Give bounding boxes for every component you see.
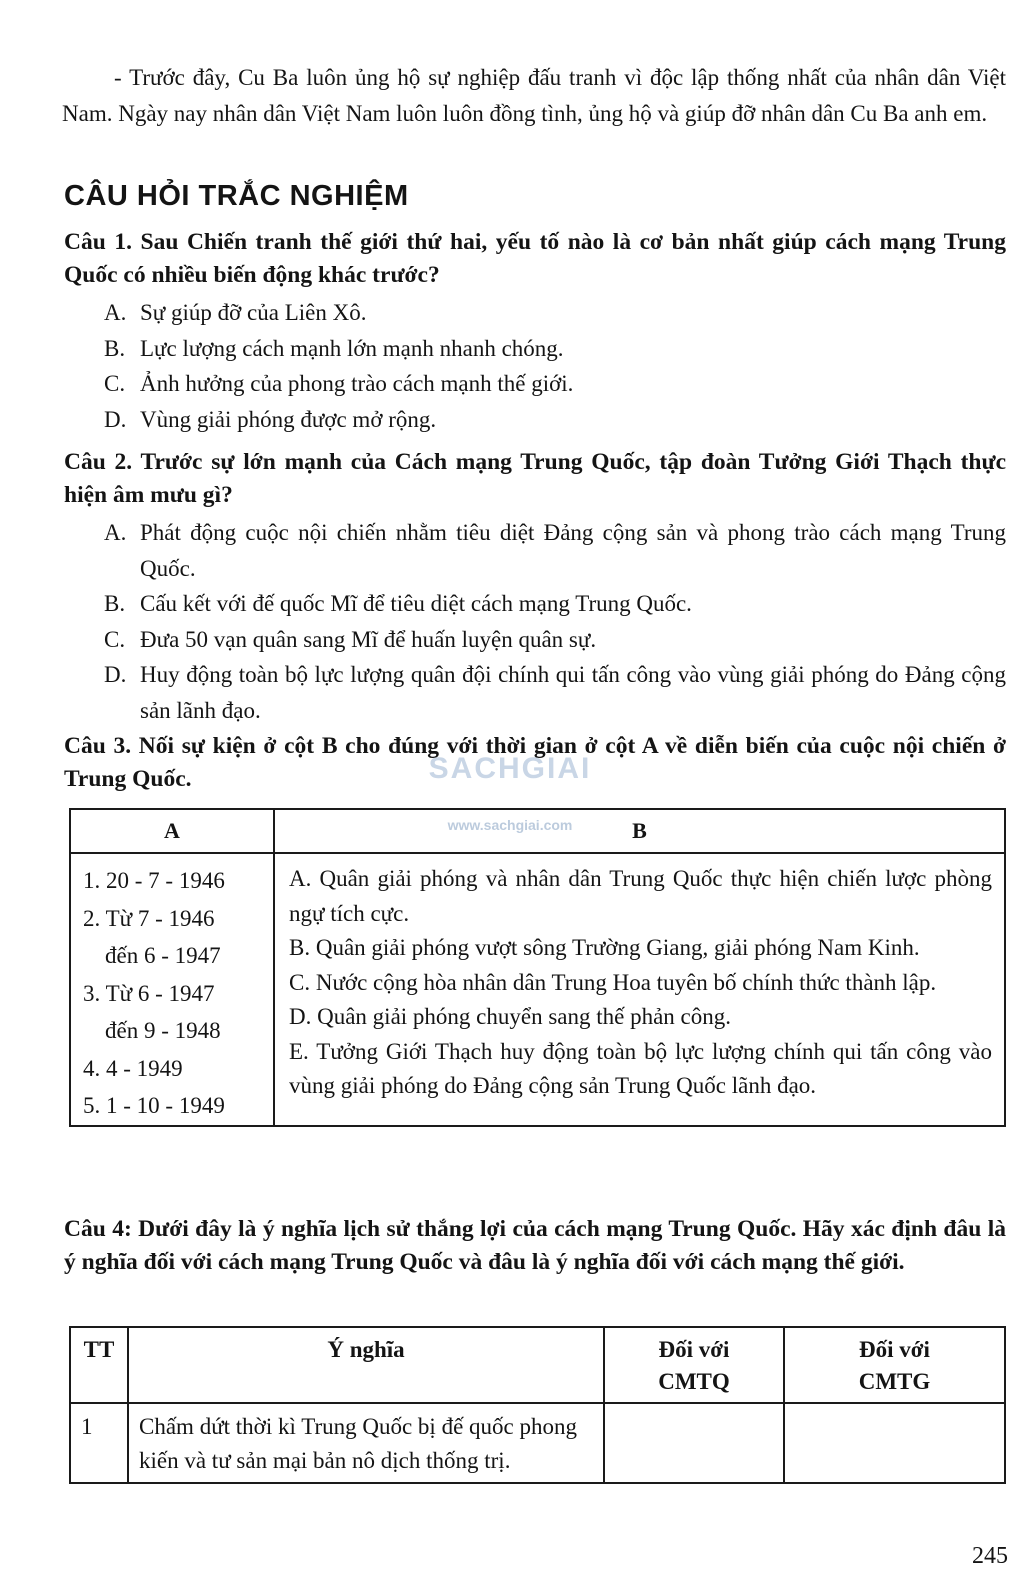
q1-option-a <box>104 295 1006 331</box>
row-1-meaning: Chấm dứt thời kì Trung Quốc bị đế quốc phong kiến và tư sản mại bản nô dịch thống trị. <box>128 1403 604 1483</box>
date-1: 1. 20 - 7 - 1946 <box>83 868 225 893</box>
column-a-header: A <box>70 809 274 853</box>
q1-option-b-text: Lực lượng cách mạnh lớn mạnh nhanh chóng. <box>140 335 564 361</box>
q1-option-c-text: Ảnh hưởng của phong trào cách mạnh thế giới. <box>140 371 574 396</box>
question-4-text: Dưới đây là ý nghĩa lịch sử thắng lợi của cách mạng Trung Quốc. Hãy xác định đâu là ý nghĩa đối với cách mạng Trung Quốc và đâu là ý nghĩa đối với cách mạng thế giới. <box>64 1216 1006 1275</box>
q1-option-c-letter: C. <box>104 371 126 396</box>
watermark-url: www.sachgiai.com <box>447 817 573 833</box>
q1-option-b <box>104 331 1006 367</box>
date-3-end: đến 9 - 1948 <box>105 1018 221 1043</box>
row-1-cmtg-cell[interactable] <box>784 1403 1005 1483</box>
q2-option-a <box>104 515 1006 586</box>
table-row <box>70 1403 1005 1483</box>
column-b-events <box>274 853 1005 1126</box>
date-5: 5. 1 - 10 - 1949 <box>83 1093 225 1118</box>
event-d: D. Quân giải phóng chuyển sang thế phản công. <box>289 1004 732 1029</box>
column-a-dates <box>70 853 274 1126</box>
cmtg-header-line1: Đối với <box>859 1337 930 1362</box>
question-3-label: Câu 3. <box>64 733 132 759</box>
q2-option-a-letter: A. <box>104 520 127 545</box>
q2-option-b-letter: B. <box>104 591 126 616</box>
q1-option-d <box>104 402 1006 438</box>
cmtq-header-line1: Đối với <box>658 1337 730 1362</box>
column-b-header: B <box>274 809 1005 853</box>
q2-option-d-text: Huy động toàn bộ lực lượng quân đội chính qui tấn công vào vùng giải phóng do Đảng cộng sản lãnh đạo. <box>140 662 1006 723</box>
question-2-label: Câu 2. <box>64 449 133 475</box>
event-c: C. Nước cộng hòa nhân dân Trung Hoa tuyên bố chính thức thành lập. <box>289 969 937 995</box>
q1-option-a-text: Sự giúp đỡ của Liên Xô. <box>140 300 367 325</box>
date-2-start: 2. Từ 7 - 1946 <box>83 905 215 931</box>
q1-option-a-letter: A. <box>104 300 127 325</box>
section-title: CÂU HỎI TRẮC NGHIỆM <box>64 180 409 212</box>
event-e: E. Tưởng Giới Thạch huy động toàn bộ lực lượng chính qui tấn công vào vùng giải phóng do Đảng cộng sản Trung Quốc lãnh đạo. <box>289 1038 992 1098</box>
event-b: B. Quân giải phóng vượt sông Trường Giang, giải phóng Nam Kinh. <box>289 935 920 960</box>
watermark-logo: SACHGIAI <box>428 752 592 785</box>
question-2 <box>64 446 1006 512</box>
intro-paragraph: - Trước đây, Cu Ba luôn ủng hộ sự nghiệp đấu tranh vì độc lập thống nhất của nhân dân Việt Nam. Ngày nay nhân dân Việt Nam luôn luôn đồng tình, ủng hộ và giúp đỡ nhân dân Cu Ba anh em. <box>62 65 1006 126</box>
matching-table <box>69 808 1006 1127</box>
row-1-cmtq-cell[interactable] <box>604 1403 784 1483</box>
cmtg-header-line2: CMTG <box>858 1369 931 1394</box>
question-4 <box>64 1213 1006 1279</box>
row-1-tt: 1 <box>70 1403 128 1483</box>
q2-option-c-letter: C. <box>104 626 126 652</box>
question-3-text: Nối sự kiện ở cột B cho đúng với thời gian ở cột A về diễn biến của cuộc nội chiến ở Trung Quốc. <box>64 733 1007 792</box>
question-3 <box>64 730 1006 796</box>
q1-option-c <box>104 366 1006 402</box>
question-1 <box>64 226 1006 292</box>
event-a: A. Quân giải phóng và nhân dân Trung Quốc thực hiện chiến lược phòng ngự tích cực. <box>289 866 992 926</box>
q2-option-b-text: Cấu kết với đế quốc Mĩ để tiêu diệt cách mạng Trung Quốc. <box>140 591 692 616</box>
cmtg-header <box>784 1327 1005 1403</box>
cmtq-header <box>604 1327 784 1403</box>
date-4: 4. 4 - 1949 <box>83 1055 183 1081</box>
q1-option-d-letter: D. <box>104 406 127 432</box>
q2-option-a-text: Phát động cuộc nội chiến nhằm tiêu diệt Đảng cộng sản và phong trào cách mạng Trung Quốc. <box>140 520 1006 581</box>
q2-option-c <box>104 622 1006 658</box>
page-number: 245 <box>972 1543 1008 1569</box>
question-2-options <box>104 515 1006 728</box>
q2-option-d-letter: D. <box>104 662 127 687</box>
question-2-text: Trước sự lớn mạnh của Cách mạng Trung Quốc, tập đoàn Tưởng Giới Thạch thực hiện âm mưu gì? <box>64 449 1007 508</box>
meaning-header: Ý nghĩa <box>128 1327 604 1403</box>
question-1-options <box>104 295 1006 437</box>
q1-option-b-letter: B. <box>104 335 126 361</box>
q2-option-d <box>104 657 1006 728</box>
date-3-start: 3. Từ 6 - 1947 <box>83 980 215 1006</box>
question-1-label: Câu 1. <box>64 229 132 255</box>
cmtq-header-line2: CMTQ <box>658 1369 730 1394</box>
q2-option-b <box>104 586 1006 622</box>
q2-option-c-text: Đưa 50 vạn quân sang Mĩ để huấn luyện quân sự. <box>140 626 597 652</box>
question-1-text: Sau Chiến tranh thế giới thứ hai, yếu tố nào là cơ bản nhất giúp cách mạng Trung Quốc có nhiều biến động khác trước? <box>64 229 1007 288</box>
meaning-table <box>69 1326 1006 1484</box>
question-4-label: Câu 4: <box>64 1216 132 1242</box>
q1-option-d-text: Vùng giải phóng được mở rộng. <box>140 406 437 432</box>
tt-header: TT <box>70 1327 128 1403</box>
date-2-end: đến 6 - 1947 <box>105 943 221 968</box>
